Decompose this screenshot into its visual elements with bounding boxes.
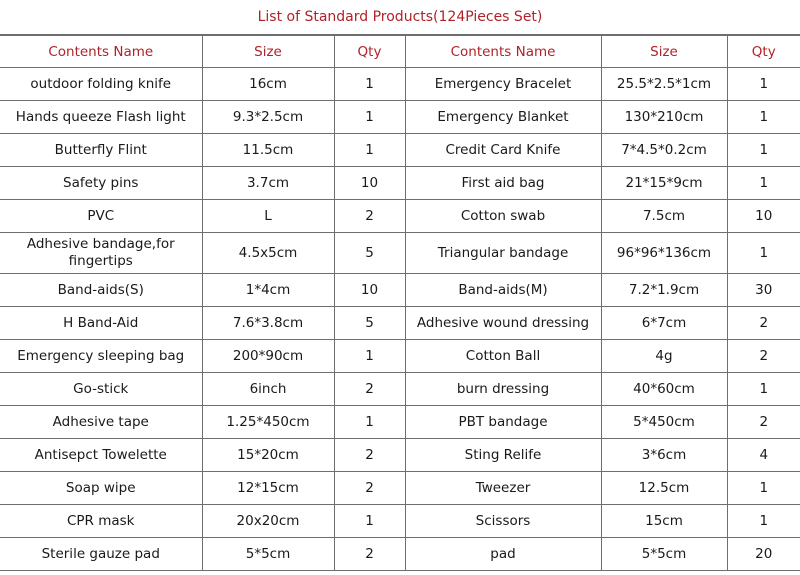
item-qty-right: 20: [727, 538, 800, 571]
item-size-left: 4.5x5cm: [202, 233, 334, 274]
item-size-right: 6*7cm: [601, 307, 727, 340]
item-name-right: Emergency Blanket: [405, 101, 601, 134]
table-row: [0, 439, 800, 472]
item-qty-left: 2: [334, 472, 405, 505]
table-row: [0, 233, 800, 274]
item-size-right: 96*96*136cm: [601, 233, 727, 274]
item-size-right: 4g: [601, 340, 727, 373]
table-row: [0, 373, 800, 406]
item-qty-right: 1: [727, 233, 800, 274]
table-row: [0, 538, 800, 571]
item-name-right: Cotton Ball: [405, 340, 601, 373]
item-name-right: Adhesive wound dressing: [405, 307, 601, 340]
item-qty-right: 2: [727, 307, 800, 340]
item-size-left: 1*4cm: [202, 274, 334, 307]
item-name-left: CPR mask: [0, 505, 202, 538]
item-qty-right: 2: [727, 340, 800, 373]
table-row: [0, 274, 800, 307]
item-size-left: 15*20cm: [202, 439, 334, 472]
header-qty-right: Qty: [727, 36, 800, 68]
item-qty-right: 30: [727, 274, 800, 307]
item-qty-left: 1: [334, 505, 405, 538]
header-contents-name-right: Contents Name: [405, 36, 601, 68]
item-qty-left: 5: [334, 233, 405, 274]
item-size-right: 130*210cm: [601, 101, 727, 134]
item-qty-right: 1: [727, 505, 800, 538]
header-contents-name-left: Contents Name: [0, 36, 202, 68]
item-size-right: 5*450cm: [601, 406, 727, 439]
item-qty-right: 1: [727, 373, 800, 406]
item-size-left: 9.3*2.5cm: [202, 101, 334, 134]
item-qty-left: 1: [334, 340, 405, 373]
item-qty-left: 5: [334, 307, 405, 340]
item-name-left: Adhesive bandage,for fingertips: [0, 233, 202, 274]
item-size-left: L: [202, 200, 334, 233]
item-name-left: Hands queeze Flash light: [0, 101, 202, 134]
item-qty-left: 1: [334, 134, 405, 167]
item-name-left: Sterile gauze pad: [0, 538, 202, 571]
item-qty-right: 1: [727, 68, 800, 101]
item-qty-left: 10: [334, 274, 405, 307]
item-size-left: 1.25*450cm: [202, 406, 334, 439]
table-title: List of Standard Products(124Pieces Set): [0, 0, 800, 35]
item-qty-left: 1: [334, 68, 405, 101]
item-name-right: Scissors: [405, 505, 601, 538]
item-size-right: 21*15*9cm: [601, 167, 727, 200]
item-name-right: PBT bandage: [405, 406, 601, 439]
table-row: [0, 340, 800, 373]
item-name-left: H Band-Aid: [0, 307, 202, 340]
item-size-left: 16cm: [202, 68, 334, 101]
table-row: [0, 68, 800, 101]
item-name-left: Adhesive tape: [0, 406, 202, 439]
header-qty-left: Qty: [334, 36, 405, 68]
table-row: [0, 307, 800, 340]
item-name-right: Credit Card Knife: [405, 134, 601, 167]
item-qty-left: 2: [334, 373, 405, 406]
item-name-left: Emergency sleeping bag: [0, 340, 202, 373]
item-name-right: Tweezer: [405, 472, 601, 505]
item-qty-left: 1: [334, 101, 405, 134]
item-qty-right: 4: [727, 439, 800, 472]
table-body: [0, 68, 800, 571]
item-size-left: 6inch: [202, 373, 334, 406]
item-name-left: PVC: [0, 200, 202, 233]
item-qty-right: 1: [727, 101, 800, 134]
item-name-right: Cotton swab: [405, 200, 601, 233]
item-qty-left: 10: [334, 167, 405, 200]
table-row: [0, 200, 800, 233]
item-name-right: pad: [405, 538, 601, 571]
item-name-right: Sting Relife: [405, 439, 601, 472]
item-qty-left: 1: [334, 406, 405, 439]
item-name-left: outdoor folding knife: [0, 68, 202, 101]
item-qty-left: 2: [334, 439, 405, 472]
item-name-right: Triangular bandage: [405, 233, 601, 274]
table-row: [0, 101, 800, 134]
table-row: [0, 406, 800, 439]
header-row: [0, 36, 800, 68]
item-size-right: 12.5cm: [601, 472, 727, 505]
item-size-left: 3.7cm: [202, 167, 334, 200]
item-qty-right: 1: [727, 134, 800, 167]
item-name-left: Butterfly Flint: [0, 134, 202, 167]
item-size-right: 40*60cm: [601, 373, 727, 406]
item-size-left: 11.5cm: [202, 134, 334, 167]
item-size-left: 12*15cm: [202, 472, 334, 505]
item-size-right: 5*5cm: [601, 538, 727, 571]
item-qty-right: 1: [727, 167, 800, 200]
item-size-right: 3*6cm: [601, 439, 727, 472]
item-qty-left: 2: [334, 200, 405, 233]
item-qty-right: 1: [727, 472, 800, 505]
item-size-right: 25.5*2.5*1cm: [601, 68, 727, 101]
table-row: [0, 167, 800, 200]
table-row: [0, 505, 800, 538]
table-row: [0, 472, 800, 505]
item-size-left: 5*5cm: [202, 538, 334, 571]
item-name-left: Go-stick: [0, 373, 202, 406]
item-name-right: First aid bag: [405, 167, 601, 200]
table-row: [0, 134, 800, 167]
item-size-right: 7.5cm: [601, 200, 727, 233]
item-name-left: Band-aids(S): [0, 274, 202, 307]
item-name-right: burn dressing: [405, 373, 601, 406]
item-name-left: Safety pins: [0, 167, 202, 200]
item-size-right: 7*4.5*0.2cm: [601, 134, 727, 167]
header-size-right: Size: [601, 36, 727, 68]
products-table: [0, 35, 800, 571]
item-name-left: Antisepct Towelette: [0, 439, 202, 472]
item-name-right: Band-aids(M): [405, 274, 601, 307]
item-qty-left: 2: [334, 538, 405, 571]
item-name-right: Emergency Bracelet: [405, 68, 601, 101]
item-size-left: 200*90cm: [202, 340, 334, 373]
item-size-left: 7.6*3.8cm: [202, 307, 334, 340]
item-size-right: 7.2*1.9cm: [601, 274, 727, 307]
item-size-left: 20x20cm: [202, 505, 334, 538]
item-qty-right: 10: [727, 200, 800, 233]
item-size-right: 15cm: [601, 505, 727, 538]
item-name-left: Soap wipe: [0, 472, 202, 505]
item-qty-right: 2: [727, 406, 800, 439]
header-size-left: Size: [202, 36, 334, 68]
